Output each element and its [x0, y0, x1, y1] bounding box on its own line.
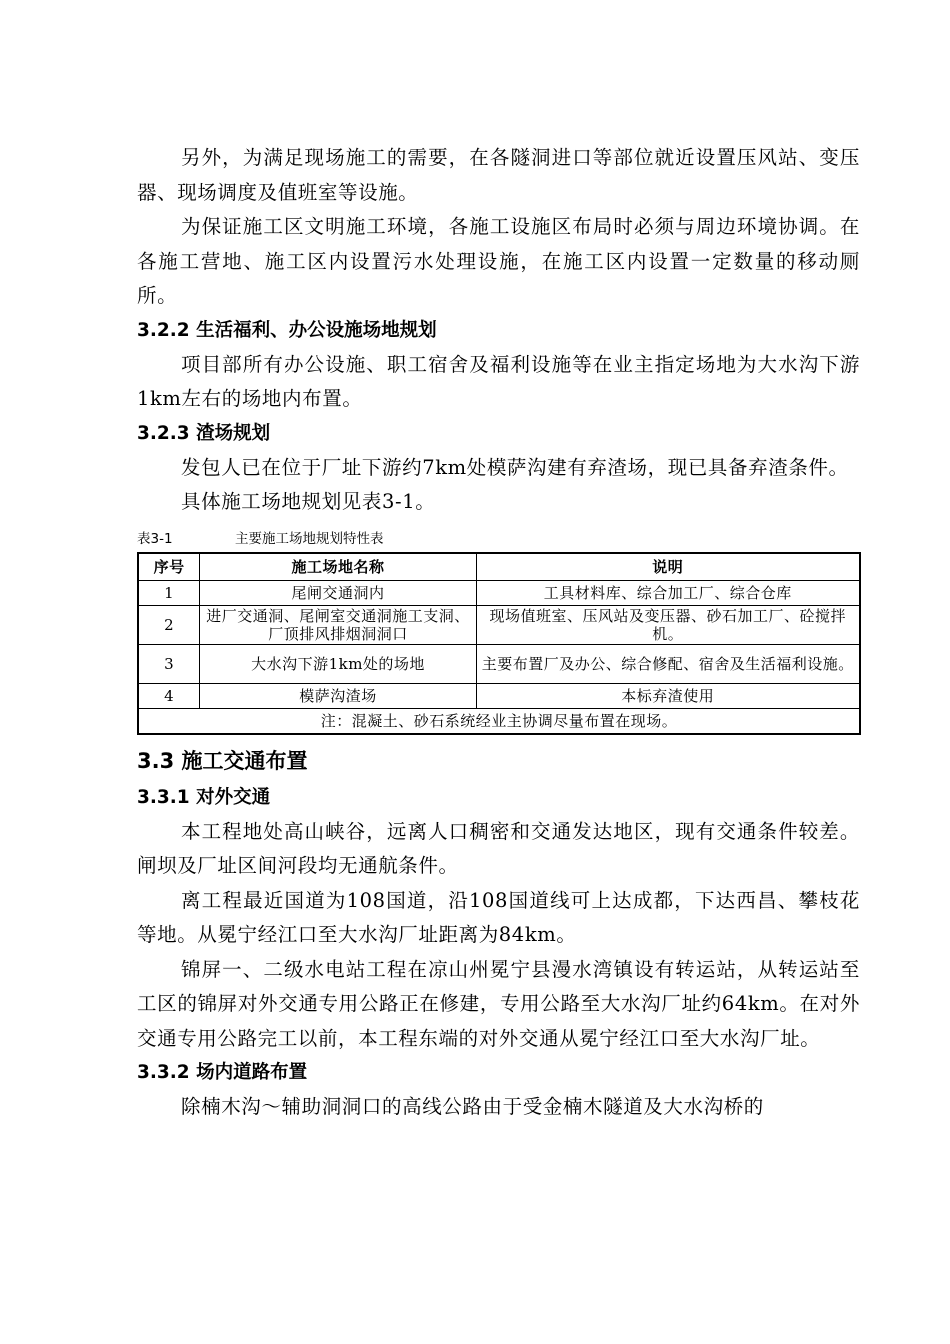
heading-3-3-2: 3.3.2 场内道路布置 [137, 1062, 308, 1083]
cell-index: 1 [138, 580, 200, 605]
table-caption-title: 主要施工场地规划特性表 [235, 530, 384, 547]
cell-description: 工具材料库、综合加工厂、综合仓库 [476, 580, 860, 605]
cell-index: 3 [138, 644, 200, 683]
cell-description: 本标弃渣使用 [476, 683, 860, 708]
header-site-name: 施工场地名称 [200, 553, 476, 581]
cell-index: 2 [138, 605, 200, 644]
cell-description: 主要布置厂及办公、综合修配、宿舍及生活福利设施。 [476, 644, 860, 683]
table-caption [137, 526, 860, 552]
cell-site-name: 大水沟下游1km处的场地 [200, 644, 476, 683]
cell-site-name: 模萨沟渣场 [200, 683, 476, 708]
paragraph-office-facilities: 项目部所有办公设施、职工宿舍及福利设施等在业主指定场地为大水沟下游1km左右的场地内布置。 [137, 352, 860, 410]
header-description: 说明 [476, 553, 860, 581]
paragraph-national-road: 离工程最近国道为108国道，沿108国道线可上达成都，下达西昌、攀枝花等地。从冕宁经江口至大水沟厂址距离为84km。 [137, 888, 860, 946]
paragraph-environment: 为保证施工区文明施工环境，各施工设施区布局时必须与周边环境协调。在各施工营地、施工区内设置污水处理设施，在施工区内设置一定数量的移动厕所。 [137, 215, 860, 307]
site-planning-table [137, 552, 861, 735]
heading-3-2-2: 3.2.2 生活福利、办公设施场地规划 [137, 319, 437, 341]
cell-site-name: 进厂交通洞、尾闸室交通洞施工支洞、厂顶排风排烟洞洞口 [200, 605, 476, 644]
paragraph-table-reference: 具体施工场地规划见表3-1。 [181, 490, 436, 513]
table-header-row [138, 553, 860, 581]
paragraph-transfer-station: 锦屏一、二级水电站工程在凉山州冕宁县漫水湾镇设有转运站，从转运站至工区的锦屏对外交通专用公路正在修建，专用公路至大水沟厂址约64km。在对外交通专用公路完工以前，本工程东端的对外交通从冕宁经江口至大水沟厂址。 [137, 957, 860, 1050]
paragraph-internal-roads: 除楠木沟～辅助洞洞口的高线公路由于受金楠木隧道及大水沟桥的 [181, 1095, 764, 1118]
cell-site-name: 尾闸交通洞内 [200, 580, 476, 605]
paragraph-spoil-area: 发包人已在位于厂址下游约7km处模萨沟建有弃渣场，现已具备弃渣条件。 [181, 455, 849, 479]
paragraph-terrain: 本工程地处高山峡谷，远离人口稠密和交通发达地区，现有交通条件较差。闸坝及厂址区间河段均无通航条件。 [137, 819, 860, 877]
table-note: 注：混凝土、砂石系统经业主协调尽量布置在现场。 [138, 708, 860, 734]
heading-3-2-3: 3.2.3 渣场规划 [137, 422, 271, 444]
cell-index: 4 [138, 683, 200, 708]
cell-description: 现场值班室、压风站及变压器、砂石加工厂、砼搅拌机。 [476, 605, 860, 644]
table-row [138, 605, 860, 644]
header-index: 序号 [138, 553, 200, 581]
heading-3-3: 3.3 施工交通布置 [137, 748, 308, 773]
paragraph-pressure-station: 另外，为满足现场施工的需要，在各隧洞进口等部位就近设置压风站、变压器、现场调度及值班室等设施。 [137, 146, 860, 204]
table-caption-number: 表3-1 [137, 530, 173, 547]
table-row [138, 644, 860, 683]
table-row [138, 580, 860, 605]
table-note-row [138, 708, 860, 734]
heading-3-3-1: 3.3.1 对外交通 [137, 786, 271, 808]
table-row [138, 683, 860, 708]
document-body [137, 141, 860, 1125]
